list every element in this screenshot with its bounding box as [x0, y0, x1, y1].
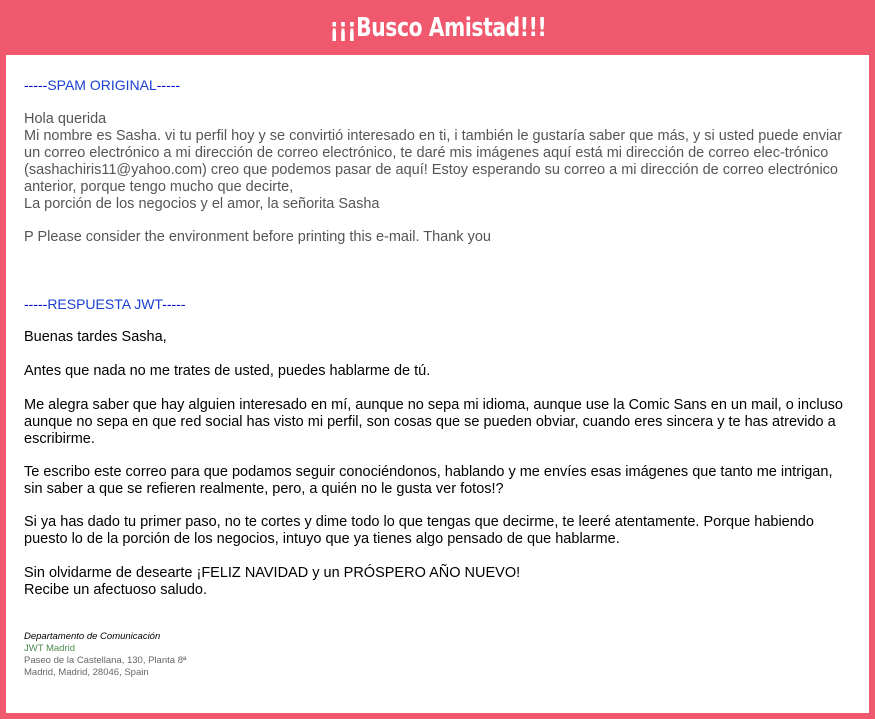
reply-paragraph-4: Te escribo este correo para que podamos seguir conociéndonos, hablando y me envíes esas imágenes que tanto me intrigan, sin saber a que se refieren realmente, pero, a quién no le gusta ver fotos!? — [24, 464, 833, 497]
reply-paragraph-3-wrap — [24, 397, 850, 448]
reply-section-heading — [24, 296, 186, 313]
spam-body: Mi nombre es Sasha. vi tu perfil hoy y se convirtió interesado en ti, i también le gustaría saber que más, y si usted puede enviar un correo electrónico a mi dirección de correo electrónico, te daré mis imágenes aquí está mi dirección de correo elec-trónico (sashachiris11@yahoo.com) creo que podemos pasar de aquí! Estoy esperando su correo a mi dirección de correo electrónico anterior, porque tengo mucho que decirte, — [24, 128, 843, 195]
reply-paragraph-1: Buenas tardes Sasha, — [24, 329, 167, 345]
signature-address-1: Paseo de la Castellana, 130, Planta 8ª — [24, 655, 187, 666]
reply-paragraph-6-wrap — [24, 565, 850, 599]
spam-footer-text: P Please consider the environment before printing this e-mail. Thank you — [24, 229, 491, 245]
reply-farewell: Recibe un afectuoso saludo. — [24, 582, 207, 598]
signature-block — [24, 631, 187, 679]
reply-paragraph-2-wrap — [24, 363, 850, 380]
reply-greeting — [24, 329, 850, 346]
reply-paragraph-4-wrap — [24, 464, 850, 498]
signature-address-2: Madrid, Madrid, 28046, Spain — [24, 667, 149, 678]
reply-heading-prefix: ----- — [24, 296, 48, 312]
spam-heading-label: SPAM ORIGINAL — [47, 77, 157, 93]
reply-paragraph-2: Antes que nada no me trates de usted, puedes hablarme de tú. — [24, 363, 431, 379]
spam-heading-prefix: ----- — [24, 77, 48, 93]
spam-heading-suffix: ----- — [156, 77, 181, 93]
email-panel — [6, 55, 869, 713]
spam-closing: La porción de los negocios y el amor, la señorita Sasha — [24, 196, 380, 212]
spam-greeting: Hola querida — [24, 111, 107, 127]
signature-department: Departamento de Comunicación — [24, 631, 161, 642]
reply-paragraph-3: Me alegra saber que hay alguien interesado en mí, aunque no sepa mi idioma, aunque use la Comic Sans en un mail, o incluso aunque no sepa en que red social has visto mi perfil, son cosas que se pueden obviar, cuando eres sincera y te has atrevido a escribirme. — [24, 397, 843, 447]
spam-original-message — [24, 111, 850, 213]
reply-holiday-wish: Sin olvidarme de desearte ¡FELIZ NAVIDAD y un PRÓSPERO AÑO NUEVO! — [24, 565, 521, 581]
reply-heading-label: RESPUESTA JWT — [47, 296, 163, 312]
reply-paragraph-5: Si ya has dado tu primer paso, no te cortes y dime todo lo que tengas que decirme, te leeré atentamente. Porque habiendo puesto lo de la porción de los negocios, intuyo que ya tienes algo pensado de que hablarme. — [24, 514, 814, 547]
page-header — [0, 0, 875, 55]
reply-heading-suffix: ----- — [162, 296, 186, 312]
spam-footer — [24, 229, 850, 246]
page-title: ¡¡¡Busco Amistad!!! — [329, 12, 546, 43]
spam-section-heading — [24, 77, 180, 94]
signature-company: JWT Madrid — [24, 643, 76, 654]
reply-paragraph-5-wrap — [24, 514, 850, 548]
